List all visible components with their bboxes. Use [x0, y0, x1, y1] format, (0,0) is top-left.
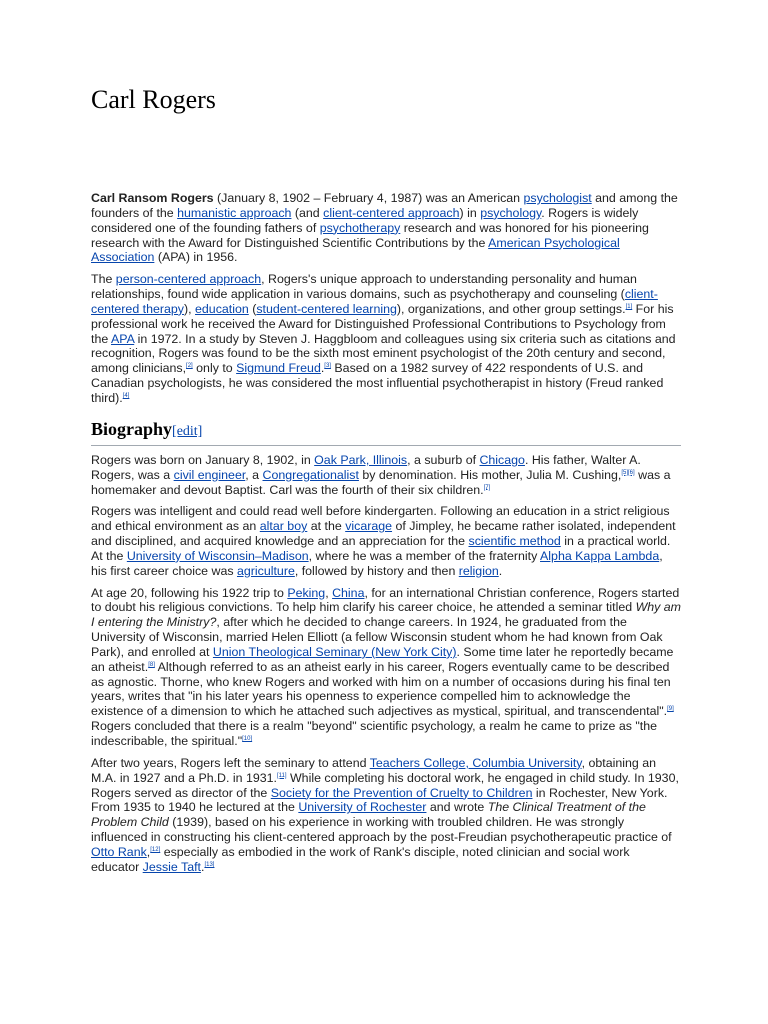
text: of Jimpley, he became rather isolated, independent and disciplined, and acquired knowledge and an appreciation for the — [91, 519, 676, 549]
citation-ref[interactable]: [3] — [324, 363, 331, 370]
text: Rogers concluded that there is a realm "beyond" scientific psychology, a realm he came to prize as "the indescribable, the spiritual." — [91, 719, 658, 748]
text: was a homemaker and devout Baptist. Carl was the fourth of their six children. — [91, 467, 671, 497]
text: . — [498, 563, 503, 578]
text: especially as embodied in the work of Rank's disciple, noted clinician and social work educator — [91, 844, 630, 874]
link-american-psychological-association[interactable]: American Psychological Association — [91, 235, 620, 265]
text: , obtaining an M.A. in 1927 and a Ph.D. in 1931. — [91, 755, 656, 785]
text: , after which he decided to change careers. In 1924, he graduated from the University of Wisconsin, married Helen Elliott (a fellow Wisconsin student whom he had known from Oak Park), and enrolled at — [91, 615, 663, 659]
biography-paragraph-1 — [91, 453, 681, 498]
text: in Rochester, New York. From 1935 to 1940 he lectured at the — [91, 785, 668, 815]
text: , Rogers's unique approach to understanding personality and human relationships, found wide application in various domains, such as psychotherapy and counseling ( — [91, 272, 637, 302]
seminar-title: Why am I entering the Ministry? — [91, 600, 681, 630]
link-union-theological-seminary[interactable]: Union Theological Seminary (New York City) — [212, 644, 457, 659]
link-sigmund-freud[interactable]: Sigmund Freud — [236, 361, 321, 376]
link-humanistic-approach[interactable]: humanistic approach — [177, 205, 292, 220]
text: The — [91, 272, 116, 287]
link-psychotherapy[interactable]: psychotherapy — [319, 220, 401, 235]
text: ), organizations, and other group settings. — [396, 301, 626, 316]
section-heading-text: Biography — [91, 418, 173, 439]
citation-ref[interactable]: [9] — [667, 706, 674, 713]
text: . His father, Walter A. Rogers, was a — [91, 452, 641, 482]
biography-paragraph-3 — [91, 586, 681, 749]
text: For his professional work he received the Award for Distinguished Professional Contributions to Psychology from the — [91, 301, 674, 346]
text: and among the founders of the — [91, 191, 678, 220]
text: Rogers was intelligent and could read well before kindergarten. Following an education in a strict religious and ethical environment as an — [91, 504, 670, 534]
text: Rogers was born on January 8, 1902, in — [91, 452, 315, 467]
book-title: The Clinical Treatment of the Problem Child — [91, 800, 646, 830]
citation-ref[interactable]: [13] — [204, 861, 215, 868]
text: in a practical world. At the — [91, 534, 671, 563]
link-scientific-method[interactable]: scientific method — [468, 534, 561, 549]
text: At age 20, following his 1922 trip to — [91, 585, 288, 600]
intro-paragraph-2 — [91, 272, 681, 406]
text: and wrote — [426, 800, 488, 815]
link-apa[interactable]: APA — [110, 331, 135, 346]
section-heading-biography — [91, 418, 681, 446]
text: , — [325, 585, 333, 600]
link-jessie-taft[interactable]: Jessie Taft — [142, 859, 201, 874]
text: , where he was a member of the fraternity — [308, 548, 541, 563]
link-client-centered-therapy[interactable]: client-centered therapy — [91, 287, 658, 316]
biography-paragraph-2 — [91, 504, 681, 578]
citation-ref[interactable]: [11] — [276, 772, 287, 779]
text: (January 8, 1902 – February 4, 1987) was an American — [213, 191, 524, 205]
link-university-of-rochester[interactable]: University of Rochester — [298, 800, 427, 815]
citation-ref[interactable]: [4] — [122, 392, 130, 399]
link-chicago[interactable]: Chicago — [479, 452, 525, 467]
link-client-centered-approach[interactable]: client-centered approach — [323, 205, 460, 220]
link-teachers-college-columbia[interactable]: Teachers College, Columbia University — [369, 755, 582, 770]
lead-name: Carl Ransom Rogers — [91, 191, 214, 205]
text: After two years, Rogers left the seminary to attend — [91, 755, 370, 770]
link-society-prevention-cruelty-children[interactable]: Society for the Prevention of Cruelty to Children — [270, 785, 533, 800]
citation-ref[interactable]: [8] — [148, 661, 155, 668]
text: . Rogers is widely considered one of the founding fathers of — [91, 205, 639, 235]
link-altar-boy[interactable]: altar boy — [259, 519, 308, 534]
text: . Some time later he reportedly became an atheist. — [91, 644, 674, 674]
text: by denomination. His mother, Julia M. Cushing, — [358, 467, 622, 482]
text: Although referred to as an atheist early in his career, Rogers eventually came to be described as agnostic. Thorne, who knew Rogers and worked with him on a number of occasions during his final ten years, writes that "in his later years his openness to experience compelled him to acknowledge the existence of a dimension to which he attached such adjectives as mystical, spiritual, and transcendental". — [91, 659, 671, 719]
link-person-centered-approach[interactable]: person-centered approach — [115, 272, 262, 287]
text: ), — [184, 301, 196, 316]
biography-paragraph-4 — [91, 756, 681, 875]
link-university-of-wisconsin-madison[interactable]: University of Wisconsin–Madison — [126, 548, 309, 563]
text: ( — [248, 301, 257, 316]
text: Based on a 1982 survey of 422 respondents of U.S. and Canadian psychologists, he was considered the most influential psychotherapist in history (Freud ranked third). — [91, 361, 664, 405]
intro-paragraph-1 — [91, 191, 681, 265]
citation-ref[interactable]: [7] — [483, 484, 491, 491]
citation-ref[interactable]: [5][6] — [621, 469, 635, 476]
text: , — [146, 844, 151, 859]
link-congregationalist[interactable]: Congregationalist — [262, 467, 359, 482]
link-civil-engineer[interactable]: civil engineer — [173, 467, 246, 482]
text: at the — [307, 519, 346, 534]
text: . — [200, 859, 205, 874]
text: , for an international Christian conference, Rogers started to doubt his religious convictions. To help him clarify his career choice, he attended a seminar titled — [91, 585, 680, 615]
article-body — [91, 191, 681, 882]
link-religion[interactable]: religion — [458, 563, 499, 578]
citation-ref[interactable]: [12] — [150, 846, 161, 853]
link-china[interactable]: China — [332, 585, 365, 600]
text: (1939), based on his experience in working with troubled children. He was strongly influenced in constructing his client-centered approach by the post-Freudian psychotherapeutic practice of — [91, 815, 672, 845]
link-peking[interactable]: Peking — [287, 585, 326, 600]
text: (APA) in 1956. — [154, 250, 238, 265]
text: only to — [192, 361, 237, 376]
link-education[interactable]: education — [195, 301, 249, 316]
text: (and — [291, 205, 324, 220]
edit-section-link[interactable]: [edit] — [172, 423, 203, 439]
citation-ref[interactable]: [1] — [625, 303, 633, 310]
link-vicarage[interactable]: vicarage — [345, 519, 393, 534]
link-agriculture[interactable]: agriculture — [236, 563, 295, 578]
text: , followed by history and then — [294, 563, 459, 578]
link-psychology[interactable]: psychology — [480, 205, 542, 220]
citation-ref[interactable]: [10] — [242, 735, 253, 742]
link-psychologist[interactable]: psychologist — [523, 191, 592, 205]
text: , a — [245, 467, 263, 482]
page-title: Carl Rogers — [91, 85, 216, 114]
text: in 1972. In a study by Steven J. Haggbloom and colleagues using six criteria such as citations and recognition, Rogers was found to be the sixth most eminent psychologist of the 20th century and second, among clinicians, — [91, 331, 676, 376]
link-otto-rank[interactable]: Otto Rank — [91, 844, 147, 859]
text: , a suburb of — [407, 452, 480, 467]
text: ) in — [459, 205, 481, 220]
text: , his first career choice was — [91, 548, 663, 578]
text: While completing his doctoral work, he engaged in child study. In 1930, Rogers served as director of the — [91, 770, 679, 800]
link-alpha-kappa-lambda[interactable]: Alpha Kappa Lambda — [540, 548, 660, 563]
citation-ref[interactable]: [2] — [186, 363, 193, 370]
link-student-centered-learning[interactable]: student-centered learning — [256, 301, 397, 316]
text: research and was honored for his pioneering research with the Award for Distinguished Scientific Contributions by the — [91, 220, 649, 250]
link-oak-park-illinois[interactable]: Oak Park, Illinois — [314, 452, 408, 467]
text: . — [320, 361, 325, 376]
